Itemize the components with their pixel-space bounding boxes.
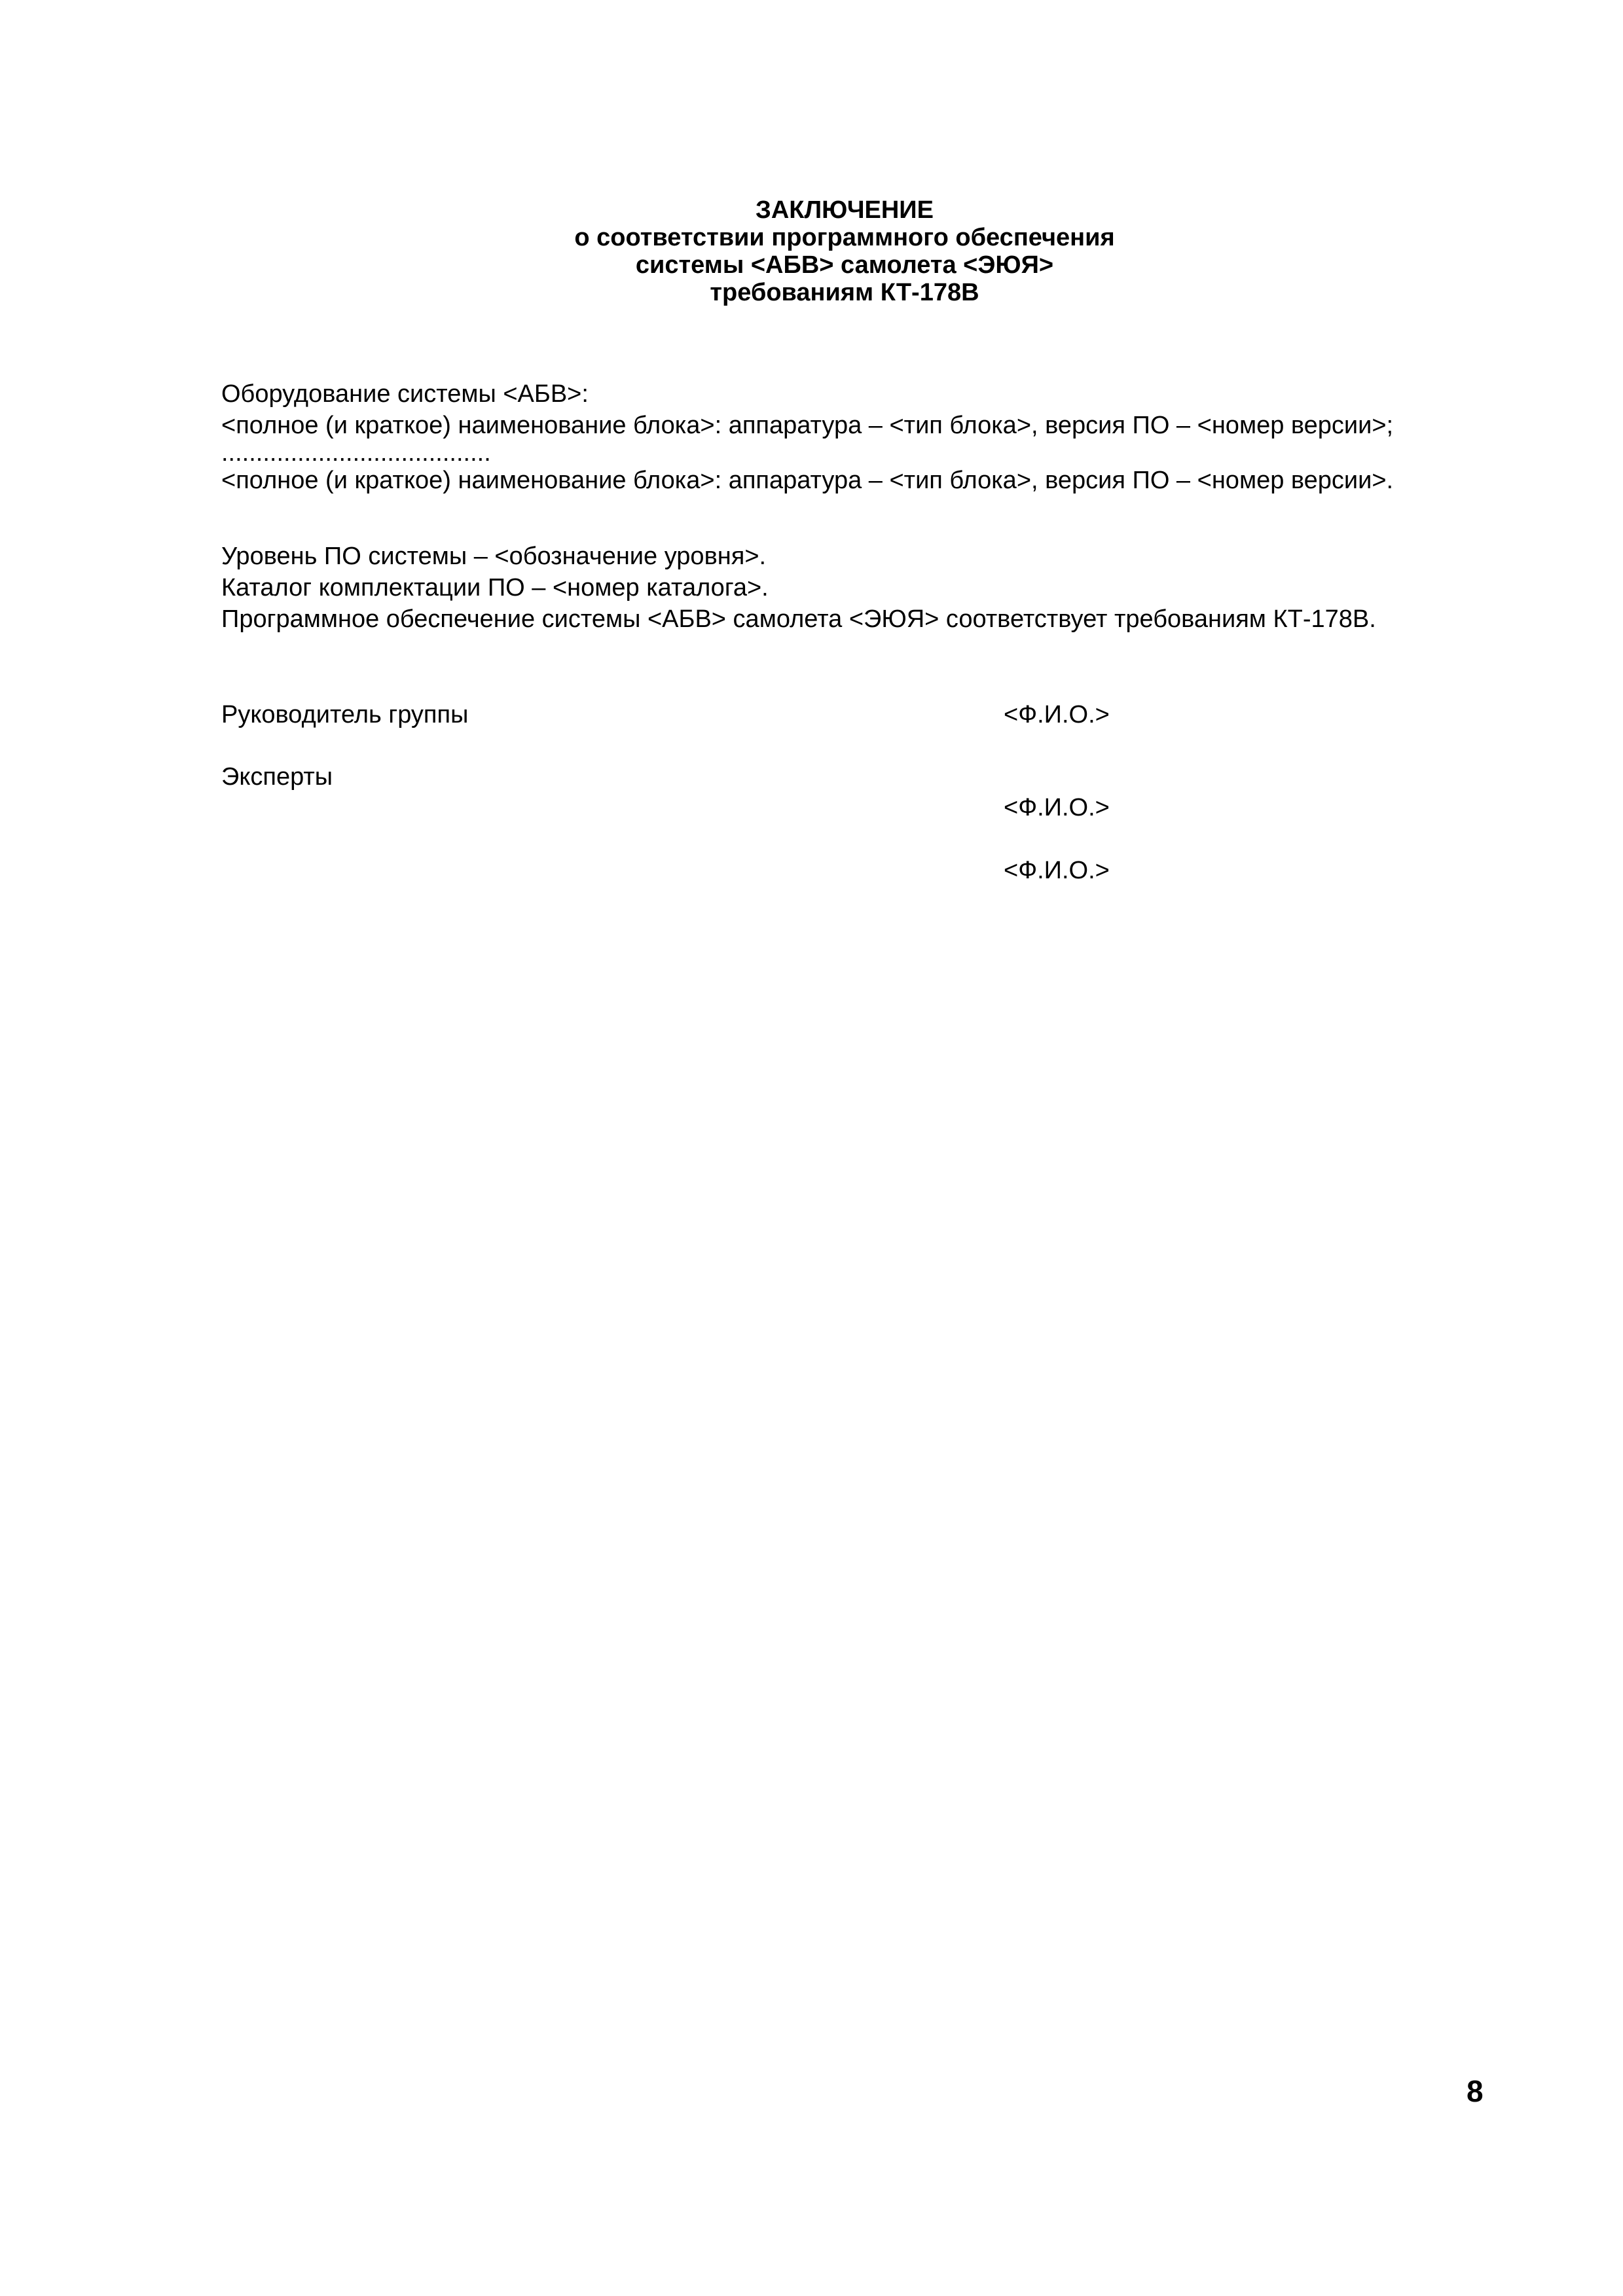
experts-label: Эксперты [221, 763, 333, 791]
title-line-4: требованиям КТ-178В [710, 279, 979, 306]
title-line-2: о соответствии программного обеспечения [574, 224, 1115, 251]
document-title [0, 196, 1623, 306]
software-level: Уровень ПО системы – <обозначение уровня>. [221, 543, 767, 570]
title-line-1: ЗАКЛЮЧЕНИЕ [756, 196, 934, 224]
summary-section [221, 541, 1376, 635]
equipment-item-first: <полное (и краткое) наименование блока>: аппаратура – <тип блока>, версия ПО – <номер версии>; [221, 412, 1394, 439]
equipment-item-last: <полное (и краткое) наименование блока>: аппаратура – <тип блока>, версия ПО – <номер версии>. [221, 467, 1394, 494]
leader-label: Руководитель группы [221, 701, 469, 728]
leader-name: <Ф.И.О.> [1004, 701, 1110, 728]
page-number: 8 [1467, 2074, 1484, 2108]
software-catalog: Каталог комплектации ПО – <номер каталога>. [221, 574, 769, 601]
expert-1-name: <Ф.И.О.> [1004, 794, 1110, 821]
equipment-ellipsis: ....................................... [221, 439, 491, 467]
conclusion-statement: Программное обеспечение системы <АБВ> самолета <ЭЮЯ> соответствует требованиям КТ-178В. [221, 605, 1376, 633]
equipment-heading: Оборудование системы <АБВ>: [221, 380, 589, 408]
title-line-3: системы <АБВ> самолета <ЭЮЯ> [635, 251, 1054, 279]
expert-2-name: <Ф.И.О.> [1004, 857, 1110, 884]
equipment-section [221, 378, 1393, 496]
